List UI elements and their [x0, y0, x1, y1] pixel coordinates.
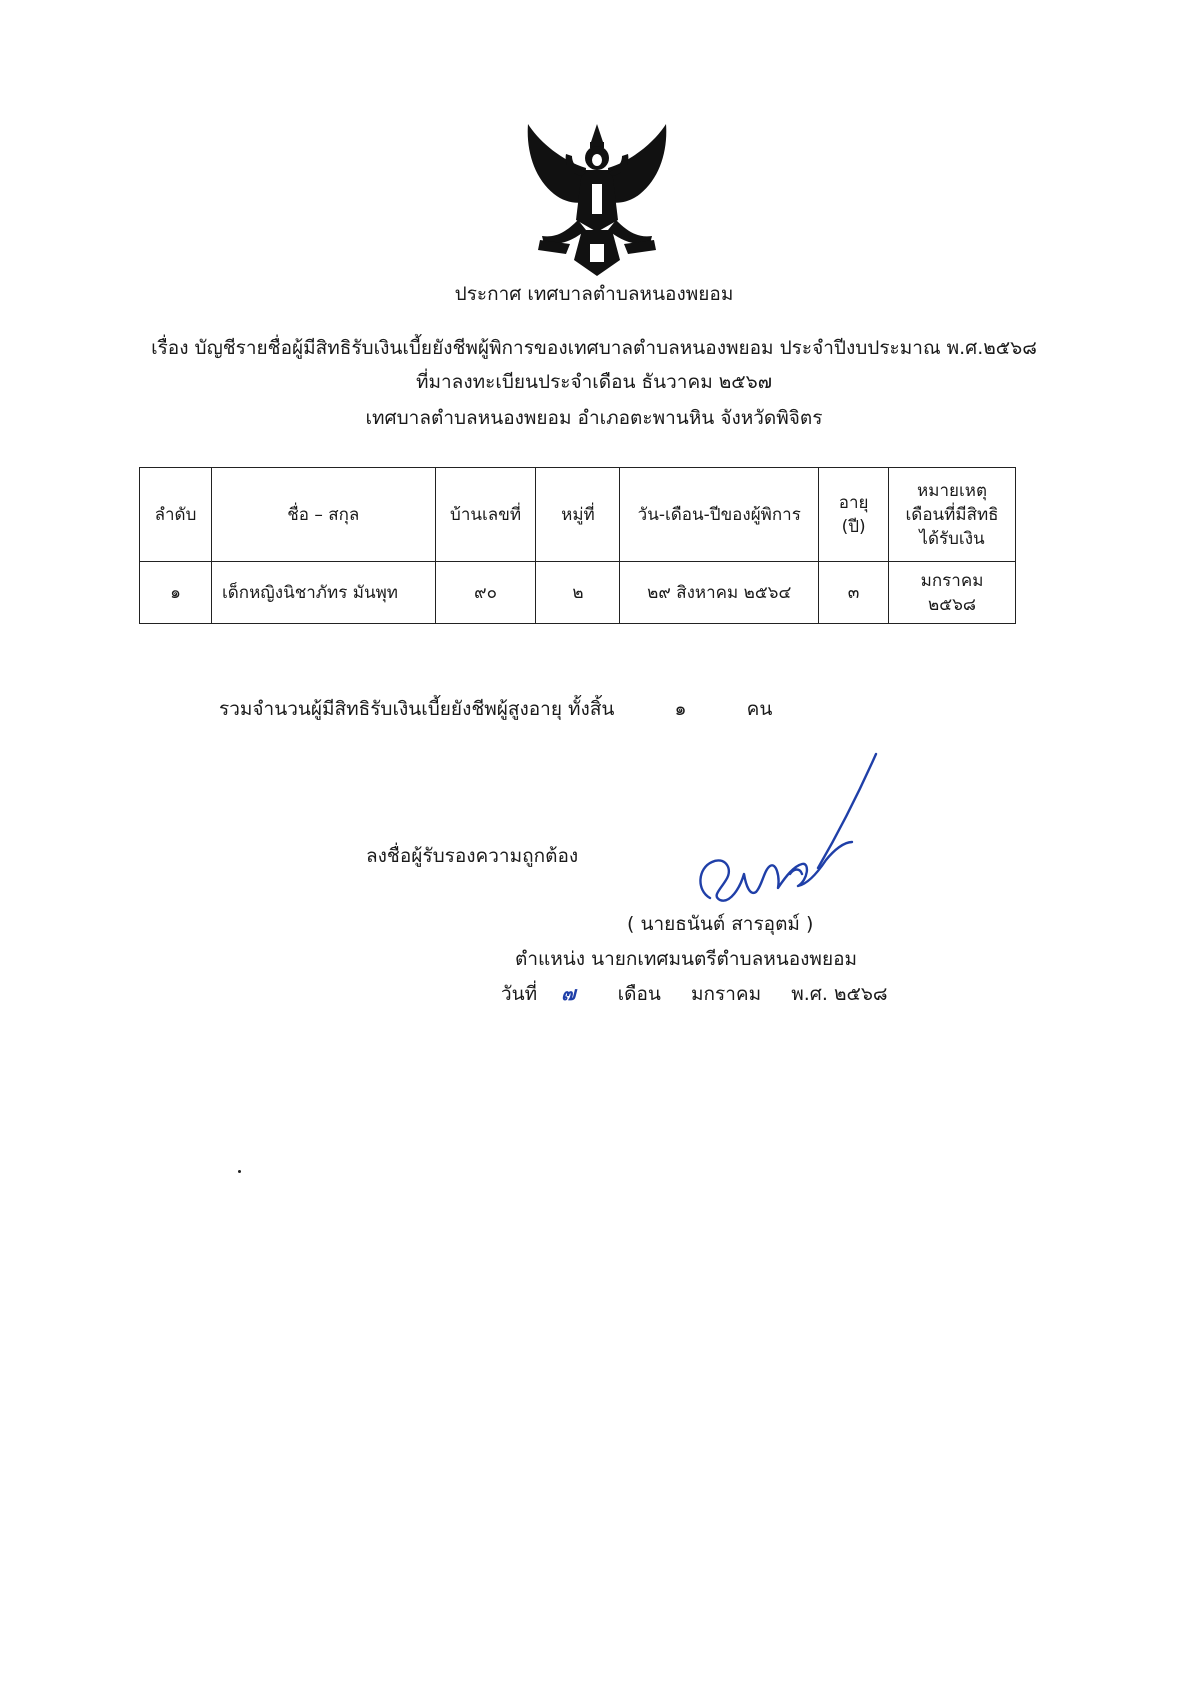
- summary-label: รวมจำนวนผู้มีสิทธิรับเงินเบี้ยยังชีพผู้สูงอายุ ทั้งสิ้น: [219, 698, 615, 720]
- col-header-age-line1: อายุ: [838, 492, 869, 513]
- beneficiary-table: [139, 467, 1016, 624]
- summary-unit: คน: [746, 698, 773, 720]
- garuda-emblem-icon: [520, 120, 675, 280]
- date-year: พ.ศ. ๒๕๖๘: [791, 983, 888, 1005]
- col-header-name: ชื่อ – สกุล: [211, 468, 435, 562]
- registration-line: ที่มาลงทะเบียนประจำเดือน ธันวาคม ๒๕๖๗: [415, 371, 773, 393]
- cell-remark-line2: ๒๕๖๘: [928, 594, 977, 615]
- col-header-remark: [889, 468, 1016, 562]
- signer-name: ( นายธนันต์ สารอุตม์ ): [627, 913, 814, 935]
- date-prefix: วันที่: [501, 983, 538, 1005]
- cell-remark-line1: มกราคม: [920, 570, 984, 591]
- certify-label: ลงชื่อผู้รับรองความถูกต้อง: [366, 845, 579, 867]
- col-header-age: [819, 468, 889, 562]
- table-row: [140, 562, 1016, 624]
- col-header-age-line2: (ปี): [841, 516, 866, 537]
- cell-name: เด็กหญิงนิชาภัทร มันพุท: [211, 562, 435, 624]
- col-header-dob: วัน-เดือน-ปีของผู้พิการ: [620, 468, 819, 562]
- cell-no: ๑: [140, 562, 212, 624]
- cell-dob: ๒๙ สิงหาคม ๒๕๖๔: [620, 562, 819, 624]
- summary-count: ๑: [674, 698, 687, 720]
- signer-position: ตำแหน่ง นายกเทศมนตรีตำบลหนองพยอม: [515, 948, 858, 970]
- summary-line: [219, 694, 772, 724]
- date-month: มกราคม: [691, 983, 762, 1005]
- signing-date: [501, 979, 888, 1009]
- handwritten-signature: [690, 750, 890, 910]
- cell-house: ๙๐: [435, 562, 536, 624]
- col-header-moo: หมู่ที่: [536, 468, 620, 562]
- location-line: เทศบาลตำบลหนองพยอม อำเภอตะพานหิน จังหวัดพิจิตร: [365, 407, 823, 429]
- col-header-house: บ้านเลขที่: [435, 468, 536, 562]
- cell-remark: [889, 562, 1016, 624]
- subject-line: เรื่อง บัญชีรายชื่อผู้มีสิทธิรับเงินเบี้ยยังชีพผู้พิการของเทศบาลตำบลหนองพยอม ประจำปีงบประมาณ พ.ศ.๒๕๖๘: [151, 337, 1037, 359]
- col-header-remark-line2: เดือนที่มีสิทธิ: [905, 504, 999, 525]
- cell-age: ๓: [819, 562, 889, 624]
- scan-speck: [238, 1170, 241, 1173]
- col-header-no: ลำดับ: [140, 468, 212, 562]
- col-header-remark-line3: ได้รับเงิน: [919, 528, 985, 549]
- col-header-remark-line1: หมายเหตุ: [917, 480, 988, 501]
- cell-moo: ๒: [536, 562, 620, 624]
- date-month-label: เดือน: [617, 983, 661, 1005]
- table-header-row: [140, 468, 1016, 562]
- date-day: ๗: [561, 983, 576, 1005]
- announcement-title: ประกาศ เทศบาลตำบลหนองพยอม: [454, 283, 734, 305]
